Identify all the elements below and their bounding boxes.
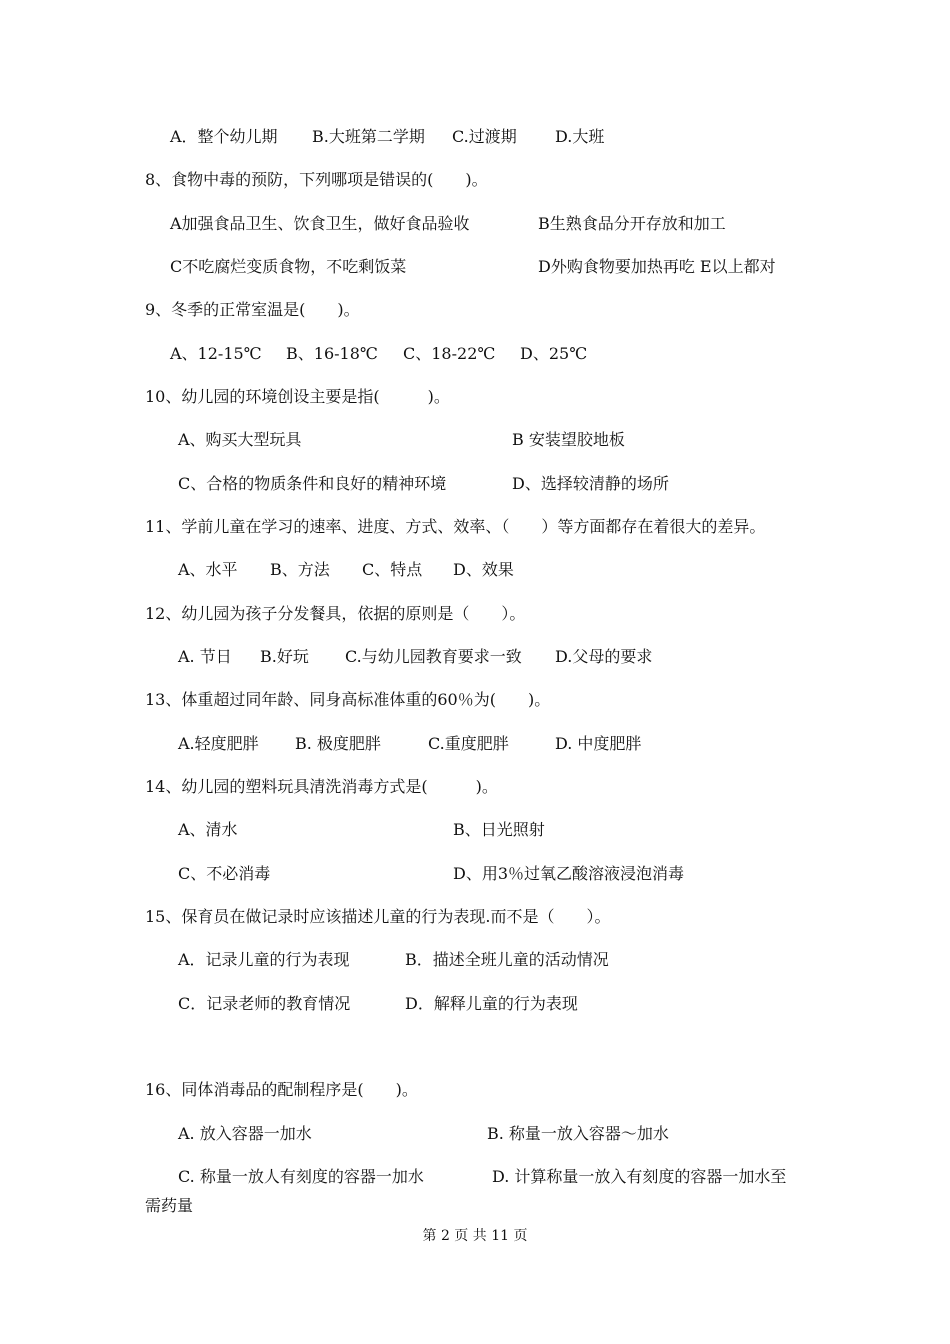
q14-option-b: B、日光照射 <box>453 820 545 839</box>
q7-option-b: B.大班第二学期 <box>312 127 425 146</box>
q10-stem: 10、幼儿园的环境创设主要是指( )。 <box>145 387 450 406</box>
q16-option-a: A. 放入容器一加水 <box>178 1124 312 1143</box>
q10-option-d: D、选择较清静的场所 <box>512 474 669 493</box>
q14-stem: 14、幼儿园的塑料玩具清洗消毒方式是( )。 <box>145 777 498 796</box>
q7-option-c: C.过渡期 <box>452 127 517 146</box>
q15-option-d: D．解释儿童的行为表现 <box>405 994 578 1013</box>
q16-option-c: C. 称量一放人有刻度的容器一加水 <box>178 1167 424 1186</box>
q12-stem: 12、幼儿园为孩子分发餐具，依据的原则是（ ）。 <box>145 604 526 623</box>
q11-option-c: C、特点 <box>362 560 423 579</box>
q9-option-b: B、16-18℃ <box>286 344 378 363</box>
q12-option-a: A. 节日 <box>178 647 232 666</box>
q7-option-a: A．整个幼儿期 <box>170 127 278 146</box>
q16-option-d: D. 计算称量一放入有刻度的容器一加水至 <box>492 1167 787 1186</box>
q15-stem: 15、保育员在做记录时应该描述儿童的行为表现.而不是（ ）。 <box>145 907 611 926</box>
q16-option-d-continuation: 需药量 <box>145 1196 194 1215</box>
q12-option-d: D.父母的要求 <box>555 647 653 666</box>
q8-stem: 8、食物中毒的预防，下列哪项是错误的( )。 <box>145 170 488 189</box>
q14-option-d: D、用3％过氧乙酸溶液浸泡消毒 <box>453 864 685 883</box>
q9-option-c: C、18-22℃ <box>403 344 496 363</box>
q13-stem: 13、体重超过同年龄、同身高标准体重的60％为( )。 <box>145 690 551 709</box>
q16-option-b: B. 称量一放入容器～加水 <box>487 1124 669 1143</box>
q15-option-a: A．记录儿童的行为表现 <box>178 950 350 969</box>
q9-stem: 9、冬季的正常室温是( )。 <box>145 300 360 319</box>
q11-option-a: A、水平 <box>178 560 238 579</box>
q10-option-a: A、购买大型玩具 <box>178 430 302 449</box>
q9-option-a: A、12-15℃ <box>170 344 262 363</box>
q15-option-c: C．记录老师的教育情况 <box>178 994 351 1013</box>
q7-option-d: D.大班 <box>555 127 605 146</box>
q8-option-a: A加强食品卫生、饮食卫生，做好食品验收 <box>170 214 470 233</box>
q13-option-d: D. 中度肥胖 <box>555 734 642 753</box>
q12-option-b: B.好玩 <box>260 647 309 666</box>
q12-option-c: C.与幼儿园教育要求一致 <box>345 647 522 666</box>
q13-option-b: B. 极度肥胖 <box>295 734 381 753</box>
q10-option-c: C、合格的物质条件和良好的精神环境 <box>178 474 447 493</box>
q13-option-a: A.轻度肥胖 <box>178 734 259 753</box>
q15-option-b: B．描述全班儿童的活动情况 <box>405 950 609 969</box>
q14-option-c: C、不必消毒 <box>178 864 271 883</box>
q11-stem: 11、学前儿童在学习的速率、进度、方式、效率、（ ）等方面都存在着很大的差异。 <box>145 517 766 536</box>
q11-option-d: D、效果 <box>453 560 514 579</box>
q16-stem: 16、同体消毒品的配制程序是( )。 <box>145 1080 418 1099</box>
q13-option-c: C.重度肥胖 <box>428 734 509 753</box>
q8-option-c: C不吃腐烂变质食物，不吃剩饭菜 <box>170 257 407 276</box>
q8-option-b: B生熟食品分开存放和加工 <box>538 214 726 233</box>
page-number-footer: 第 2 页 共 11 页 <box>422 1228 528 1244</box>
q14-option-a: A、清水 <box>178 820 238 839</box>
q10-option-b: B 安装望胶地板 <box>512 430 625 449</box>
q9-option-d: D、25℃ <box>520 344 588 363</box>
q11-option-b: B、方法 <box>270 560 330 579</box>
q8-option-d: D外购食物要加热再吃 E以上都对 <box>538 257 776 276</box>
